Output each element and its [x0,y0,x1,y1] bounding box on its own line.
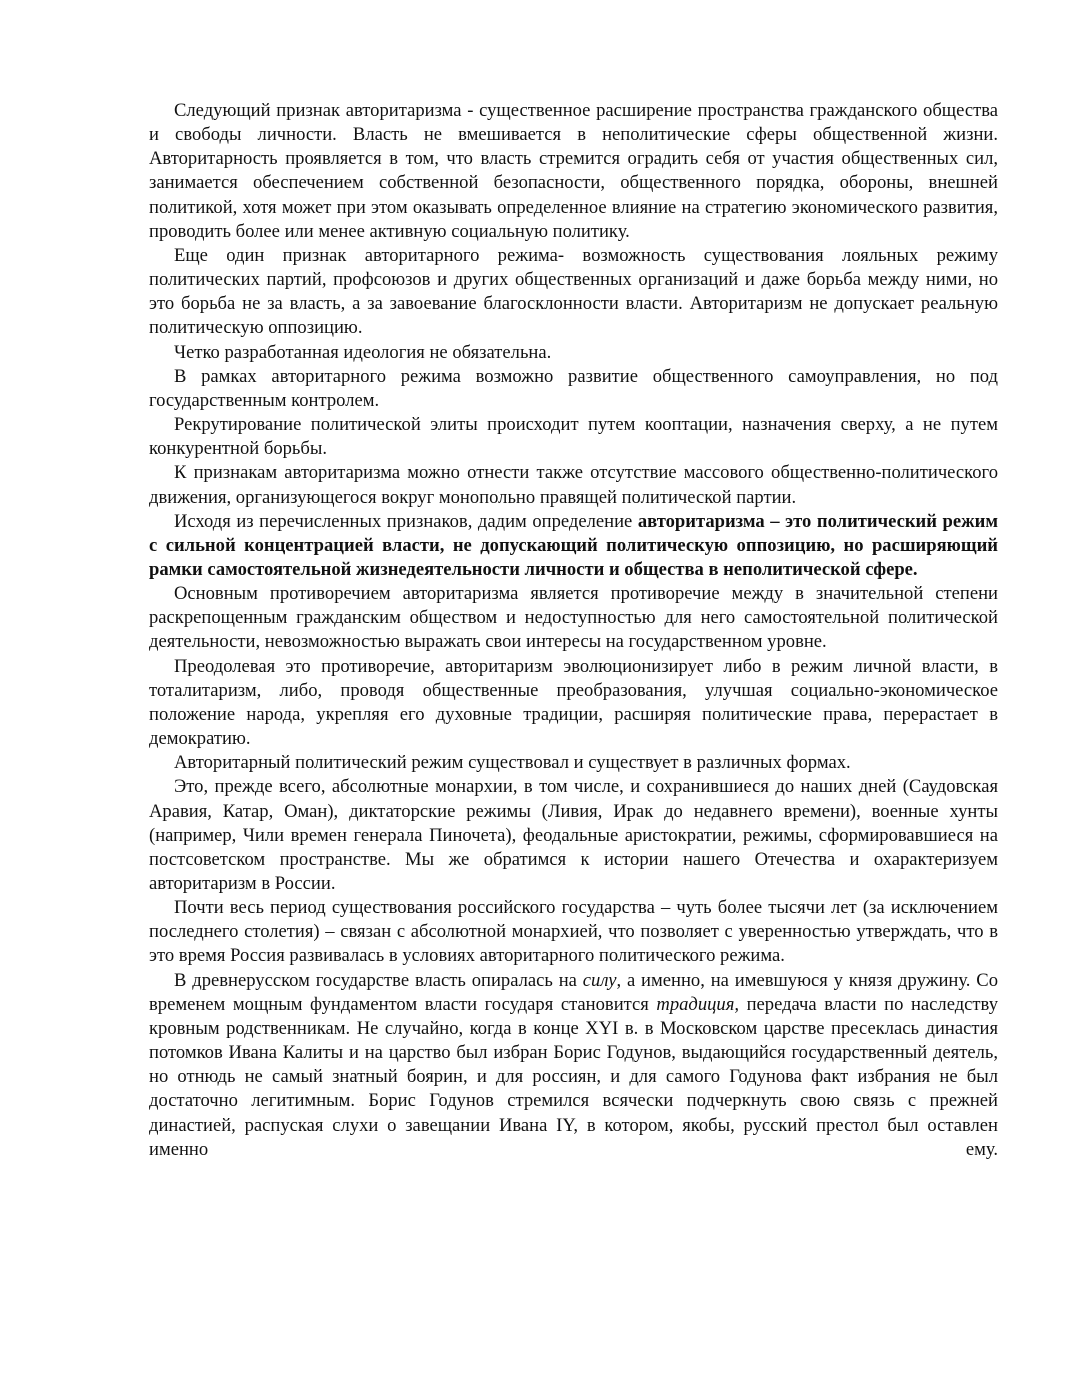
paragraph-6: К признакам авторитаризма можно отнести также отсутствие массового общественно-политического движения, организующегося вокруг монопольно правящей политической партии. [149,462,998,508]
paragraph-13-text-c: передача власти по наследству кровным родственникам. Не случайно, когда в конце XYI в. в Московском царстве пресеклась династия потомков Ивана Калиты и на царство был избран Борис Годунов, выдающийся государственный деятель, но отнюдь не самый знатный боярин, и для россиян, и для самого Годунова факт избрания не был достаточно легитимным. Борис Годунов стремился всячески подчеркнуть свою связь с прежней династией, распуская слухи о завещании Ивана IY, в котором, якобы, русский престол был оставлен именно ему. [149,993,999,1160]
definition-lead-text: Исходя из перечисленных признаков, дадим определение [174,510,638,532]
paragraph-7-definition [149,510,998,582]
definition-bold-text: авторитаризма – это политический режим с сильной концентрацией власти, не допускающий политическую оппозицию, но расширяющий рамки самостоятельной жизнедеятельности личности и общества в неполитической сфере. [149,510,998,580]
paragraph-13-text-b: , а именно, на имевшуюся у князя дружину. Со временем мощным фундаментом власти государя становится [149,969,998,1015]
italic-word-tradiciya: традиция, [656,993,740,1015]
paragraph-11: Это, прежде всего, абсолютные монархии, в том числе, и сохранившиеся до наших дней (Саудовская Аравия, Катар, Оман), диктаторские режимы (Ливия, Ирак до недавнего времени), военные хунты (например, Чили времен генерала Пиночета), феодальные аристократии, режимы, сформировавшиеся на постсоветском пространстве. Мы же обратимся к истории нашего Отечества и охарактеризуем авторитаризм в России. [149,776,998,894]
paragraph-8: Основным противоречием авторитаризма является противоречие между в значительной степени раскрепощенным гражданским обществом и недоступностью для него самостоятельной политической деятельности, невозможностью выражать свои интересы на государственном уровне. [149,583,998,653]
italic-word-sila: силу [582,969,617,991]
paragraph-5: Рекрутирование политической элиты происходит путем кооптации, назначения сверху, а не путем конкурентной борьбы. [149,414,998,460]
paragraph-12: Почти весь период существования российского государства – чуть более тысячи лет (за исключением последнего столетия) – связан с абсолютной монархией, что позволяет с уверенностью утверждать, что в это время Россия развивалась в условиях авторитарного политического режима. [149,897,998,967]
paragraph-2: Еще один признак авторитарного режима- возможность существования лояльных режиму политических партий, профсоюзов и других общественных организаций и даже борьба между ними, но это борьба не за власть, а за завоевание благосклонности власти. Авторитаризм не допускает реальную политическую оппозицию. [149,244,998,339]
paragraph-1: Следующий признак авторитаризма - существенное расширение пространства гражданского общества и свободы личности. Власть не вмешивается в неполитические сферы общественной жизни. Авторитарность проявляется в том, что власть стремится оградить себя от участия общественных сил, занимается обеспечением собственной безопасности, общественного порядка, обороны, внешней политикой, хотя может при этом оказывать определенное влияние на стратегию экономического развития, проводить более или менее активную социальную политику. [149,100,998,242]
paragraph-13 [149,969,998,1162]
paragraph-13-text-a: В древнерусском государстве власть опиралась на [174,969,583,991]
document-page [149,99,998,1162]
paragraph-4: В рамках авторитарного режима возможно развитие общественного самоуправления, но под государственным контролем. [149,365,998,411]
paragraph-3: Четко разработанная идеология не обязательна. [174,341,552,363]
paragraph-10: Авторитарный политический режим существовал и существует в различных формах. [174,752,851,774]
paragraph-9: Преодолевая это противоречие, авторитаризм эволюционизирует либо в режим личной власти, в тоталитаризм, либо, проводя общественные преобразования, улучшая социально-экономическое положение народа, укрепляя его духовные традиции, расширяя политические права, перерастает в демократию. [149,655,998,750]
